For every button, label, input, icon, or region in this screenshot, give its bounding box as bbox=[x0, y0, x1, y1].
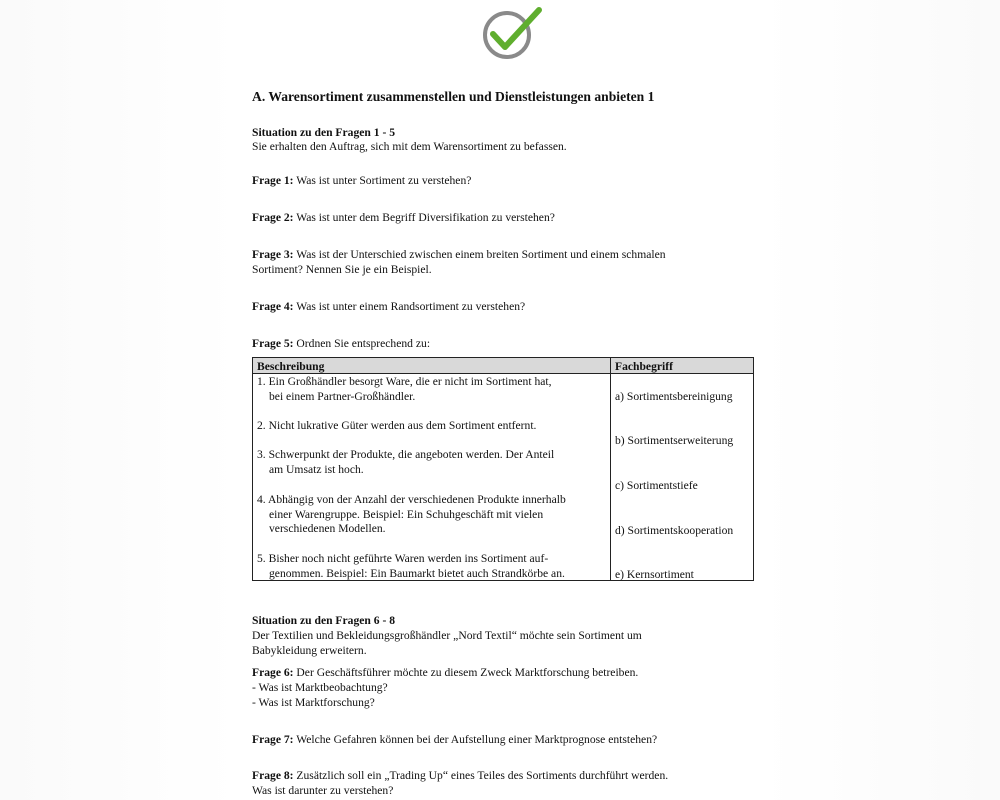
description-5: 5. Bisher noch nicht geführte Waren werden ins Sortiment auf- genommen. Beispiel: Ein Baumarkt bietet auch Strandkörbe an. bbox=[257, 552, 565, 580]
situation-1-text: Sie erhalten den Auftrag, sich mit dem Warensortiment zu befassen. bbox=[252, 140, 567, 153]
question-4: Frage 4: Was ist unter einem Randsortiment zu verstehen? bbox=[252, 300, 526, 313]
term-c: c) Sortimentstiefe bbox=[615, 479, 698, 492]
question-8-line-2: Was ist darunter zu verstehen? bbox=[252, 784, 394, 797]
question-8: Frage 8: Zusätzlich soll ein „Trading Up“ eines Teiles des Sortiments durchführt werden. bbox=[252, 769, 669, 782]
question-2: Frage 2: Was ist unter dem Begriff Diversifikation zu verstehen? bbox=[252, 211, 555, 224]
page-margin-left bbox=[0, 0, 240, 800]
section-title: A. Warensortiment zusammenstellen und Dienstleistungen anbieten 1 bbox=[252, 89, 655, 104]
question-6-sub-2: - Was ist Marktforschung? bbox=[252, 696, 375, 709]
term-a: a) Sortimentsbereinigung bbox=[615, 390, 733, 403]
table-header-description: Beschreibung bbox=[257, 360, 325, 373]
term-e: e) Kernsortiment bbox=[615, 568, 694, 581]
question-3: Frage 3: Was ist der Unterschied zwischen einem breiten Sortiment und einem schmalen bbox=[252, 248, 666, 261]
description-4: 4. Abhängig von der Anzahl der verschiedenen Produkte innerhalb einer Warengruppe. Beispiel: Ein Schuhgeschäft mit vielen verschiedenen Modellen. bbox=[257, 493, 566, 535]
term-d: d) Sortimentskooperation bbox=[615, 524, 734, 537]
term-b: b) Sortimentserweiterung bbox=[615, 434, 734, 447]
situation-2-line-2: Babykleidung erweitern. bbox=[252, 644, 367, 657]
situation-2-line-1: Der Textilien und Bekleidungsgroßhändler „Nord Textil“ möchte sein Sortiment um bbox=[252, 629, 642, 642]
table-header-row bbox=[253, 358, 753, 374]
checkmark-logo-icon bbox=[481, 6, 545, 62]
question-1: Frage 1: Was ist unter Sortiment zu verstehen? bbox=[252, 174, 472, 187]
situation-2-heading: Situation zu den Fragen 6 - 8 bbox=[252, 614, 395, 627]
question-6: Frage 6: Der Geschäftsführer möchte zu diesem Zweck Marktforschung betreiben. bbox=[252, 666, 639, 679]
question-3-line-2: Sortiment? Nennen Sie je ein Beispiel. bbox=[252, 263, 432, 276]
page-margin-right bbox=[760, 0, 1000, 800]
matching-table bbox=[252, 357, 754, 581]
question-6-sub-1: - Was ist Marktbeobachtung? bbox=[252, 681, 388, 694]
situation-1-heading: Situation zu den Fragen 1 - 5 bbox=[252, 126, 395, 139]
table-column-divider bbox=[610, 358, 611, 580]
question-5: Frage 5: Ordnen Sie entsprechend zu: bbox=[252, 337, 431, 350]
question-7: Frage 7: Welche Gefahren können bei der Aufstellung einer Marktprognose entstehen? bbox=[252, 733, 658, 746]
description-3: 3. Schwerpunkt der Produkte, die angeboten werden. Der Anteil am Umsatz ist hoch. bbox=[257, 448, 555, 476]
description-1: 1. Ein Großhändler besorgt Ware, die er nicht im Sortiment hat, bei einem Partner-Großhändler. bbox=[257, 375, 552, 403]
table-header-term: Fachbegriff bbox=[615, 360, 673, 373]
description-2: 2. Nicht lukrative Güter werden aus dem Sortiment entfernt. bbox=[257, 419, 537, 432]
